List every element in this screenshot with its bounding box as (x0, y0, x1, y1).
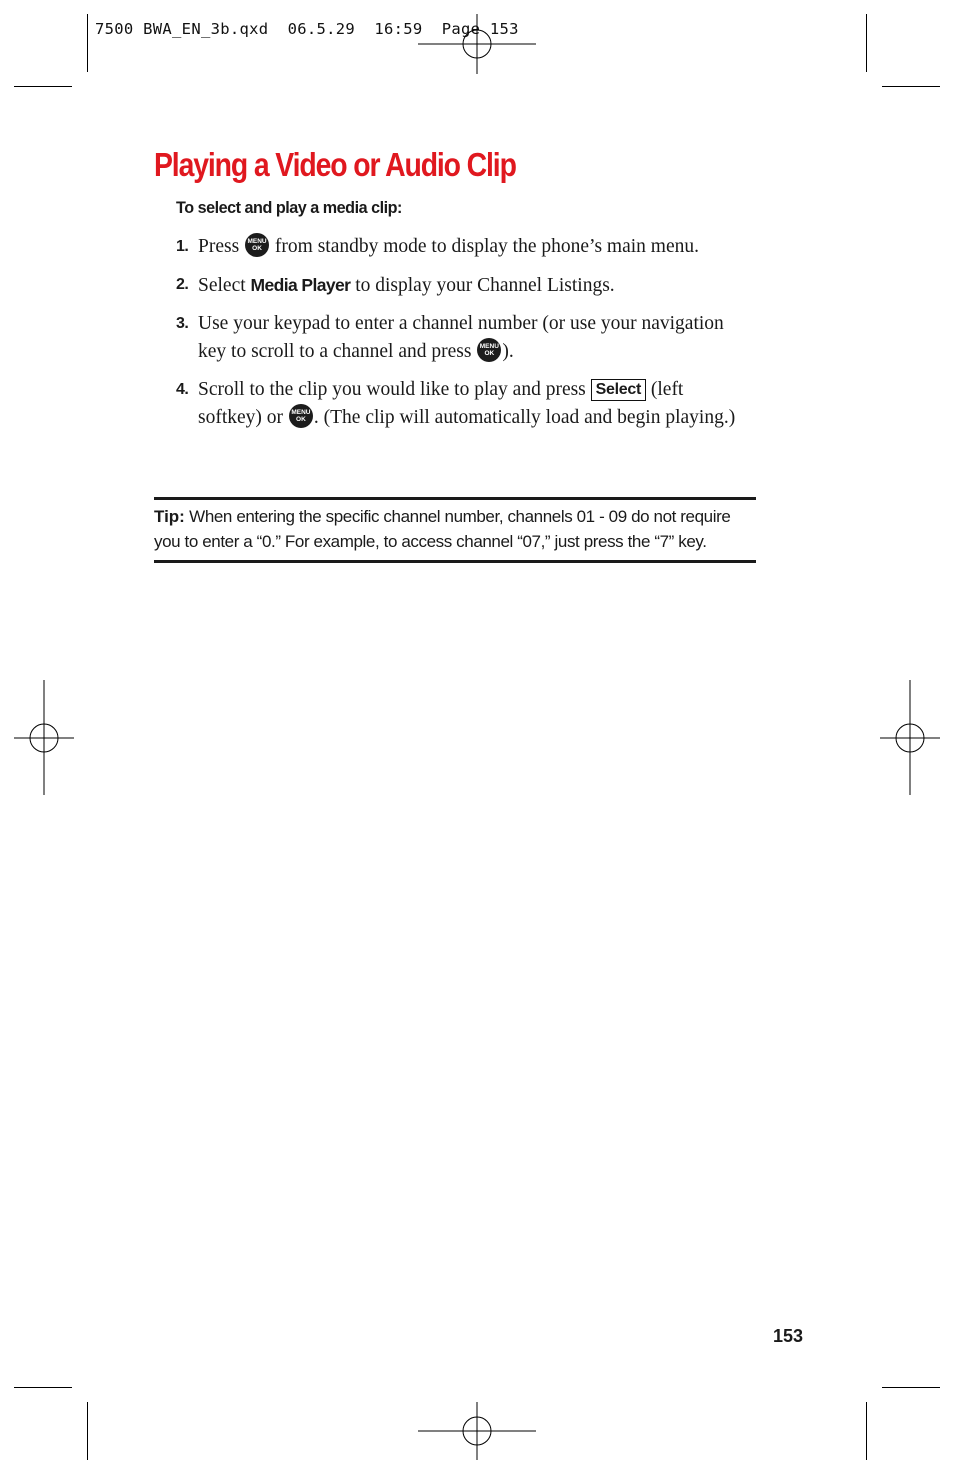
step-item (176, 310, 746, 366)
menu-ok-key-icon: MENU OK (289, 404, 313, 428)
registration-mark-left (14, 680, 74, 795)
tip-box (154, 497, 756, 563)
crop-mark (87, 14, 88, 72)
page-number: 153 (773, 1326, 804, 1346)
registration-mark-bottom (418, 1402, 536, 1460)
menu-ok-key-icon: MENU OK (477, 338, 501, 362)
crop-mark (866, 1402, 867, 1460)
crop-mark (14, 1387, 72, 1388)
step-text: Use your keypad to enter a channel number (or use your navigation key to scroll to a channel and press (198, 313, 724, 362)
steps-list (176, 233, 746, 442)
step-text: from standby mode to display the phone’s main menu. (270, 236, 699, 257)
registration-mark-top (418, 14, 536, 74)
step-text: to display your Channel Listings. (350, 275, 615, 296)
procedure-heading: To select and play a media clip: (176, 198, 402, 217)
step-number: 1. (176, 238, 189, 255)
step-text: . (The clip will automatically load and begin playing.) (313, 407, 736, 428)
menu-option-label: Media Player (250, 275, 351, 295)
tip-label: Tip: (154, 507, 185, 526)
menu-ok-key-icon: MENU OK (245, 233, 269, 257)
page-title: Playing a Video or Audio Clip (154, 146, 516, 183)
step-number: 2. (176, 276, 189, 293)
step-text: Select (198, 275, 251, 296)
step-item (176, 233, 746, 261)
crop-mark (882, 86, 940, 87)
step-text: Scroll to the clip you would like to play and press (198, 379, 591, 400)
step-text: ). (502, 341, 514, 362)
tip-text: When entering the specific channel number, channels 01 - 09 do not require you to enter a “0.” For example, to access channel “07,” just press the “7” key. (154, 507, 731, 551)
crop-mark (14, 86, 72, 87)
crop-mark (87, 1402, 88, 1460)
step-text: Press (198, 236, 245, 257)
select-softkey-label: Select (591, 379, 646, 401)
print-slug: 7500 BWA_EN_3b.qxd 06.5.29 16:59 Page 153 (95, 20, 519, 38)
step-number: 4. (176, 381, 189, 398)
step-item (176, 376, 746, 432)
step-item (176, 271, 746, 300)
step-text: (left softkey) or (198, 379, 684, 428)
crop-mark (866, 14, 867, 72)
crop-mark (882, 1387, 940, 1388)
registration-mark-right (880, 680, 940, 795)
step-number: 3. (176, 315, 189, 332)
